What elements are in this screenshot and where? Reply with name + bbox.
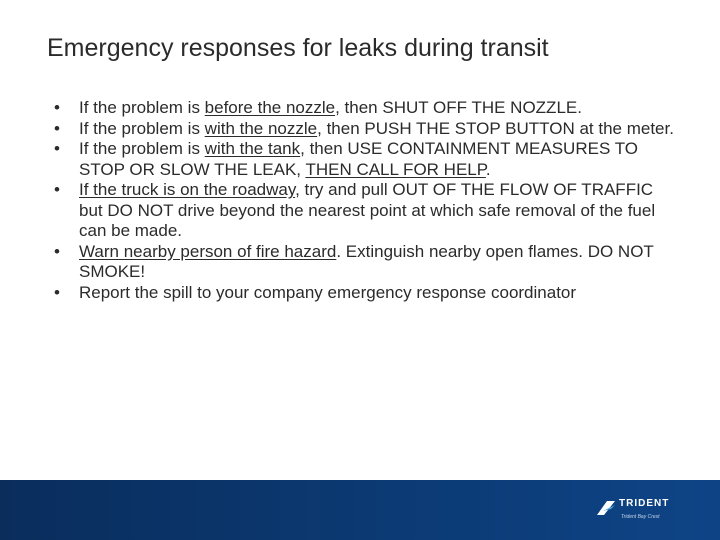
bullet-text: Report the spill to your company emergency response coordinator — [79, 282, 577, 302]
bullet-underlined-text: with the nozzle — [204, 118, 318, 138]
bullet-text: , then SHUT OFF THE NOZZLE. — [335, 98, 582, 117]
bullet-item — [54, 283, 674, 304]
bullet-underlined-text: If the truck is on the roadway — [79, 180, 296, 199]
bullet-text: , then PUSH THE STOP BUTTON at the meter. — [317, 118, 674, 138]
bullet-underlined-text: THEN CALL FOR HELP — [305, 159, 486, 179]
bullet-item — [54, 119, 674, 140]
bullet-text: If the problem is — [79, 118, 205, 138]
bullet-text: If the problem is — [79, 98, 205, 117]
bullet-text: , then USE CONTAINMENT MEASURES TO STOP OR SLOW THE LEAK, — [79, 139, 638, 179]
bullet-item — [54, 180, 674, 242]
bullet-text: , try and pull OUT OF THE FLOW OF TRAFFIC but DO NOT drive beyond the nearest point at which safe removal of the fuel can be made. — [79, 180, 656, 240]
slide-title: Emergency responses for leaks during transit — [47, 34, 549, 62]
bullet-underlined-text: with the tank — [204, 139, 301, 158]
bullet-item — [54, 242, 674, 283]
bullet-text: . Extinguish nearby open flames. DO NOT SMOKE! — [79, 241, 654, 281]
bullet-item — [54, 139, 674, 180]
bullet-underlined-text: before the nozzle — [204, 98, 336, 117]
bullet-underlined-text: Warn nearby person of fire hazard — [79, 241, 337, 261]
bullet-text: If the problem is — [79, 139, 205, 158]
logo-wordmark: TRIDENT — [619, 498, 670, 509]
company-logo — [595, 497, 675, 527]
trident-swoosh-logo-icon — [595, 497, 617, 519]
bullet-text: . — [485, 159, 491, 179]
bullet-list — [54, 98, 674, 303]
logo-tagline: Trident Bay Crest — [621, 514, 660, 520]
bullet-item — [54, 98, 674, 119]
